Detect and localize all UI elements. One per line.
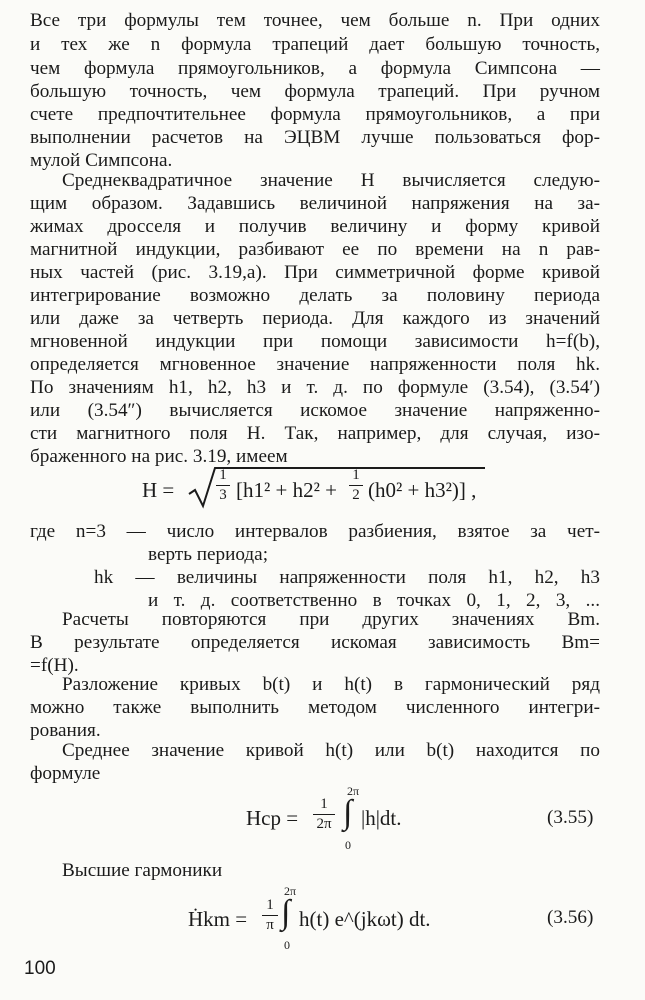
- lower-limit: 0: [345, 838, 351, 852]
- fraction-denominator: 2: [352, 487, 360, 503]
- fraction-numerator: 1: [266, 897, 274, 913]
- text-line: щим образом. Задавшись величиной напряжения на за-: [30, 193, 600, 214]
- text-line: интегрирование возможно делать за половину периода: [30, 285, 600, 306]
- lower-limit: 0: [284, 938, 290, 952]
- text-line: hk — величины напряженности поля h1, h2, h3: [94, 567, 600, 588]
- integrand: |h|dt.: [361, 806, 402, 830]
- text-line: можно также выполнить методом численного интегри-: [30, 697, 600, 718]
- text-line: Расчеты повторяются при других значениях Bm.: [62, 609, 600, 630]
- fraction-1-pi: [262, 897, 278, 934]
- text-line: определяется мгновенное значение напряженности поля hk.: [30, 354, 600, 375]
- fraction-1-2: [349, 467, 363, 504]
- equation-number: (3.55): [547, 807, 594, 828]
- text-line: мулой Симпсона.: [30, 150, 173, 171]
- paragraph-6: Высшие гармоники: [62, 860, 223, 881]
- text-line: формуле: [30, 763, 101, 784]
- text-line: жимах дросселя и получив величину и форму кривой: [30, 216, 600, 237]
- page-number: 100: [24, 958, 56, 979]
- fraction-1-3: [216, 467, 230, 504]
- text-line: где n=3 — число интервалов разбиения, взятое за чет-: [30, 521, 600, 542]
- text-line: и т. д. соответственно в точках 0, 1, 2, 3, ...: [148, 590, 600, 611]
- text-line: Разложение кривых b(t) и h(t) в гармонический ряд: [62, 674, 600, 695]
- upper-limit: 2π: [284, 884, 297, 898]
- text-line: =f(H).: [30, 655, 79, 676]
- text-line: верть периода;: [148, 544, 269, 565]
- text-line: По значениям h1, h2, h3 и т. д. по формуле (3.54), (3.54′): [30, 377, 600, 398]
- text-line: мгновенной индукции при помощи зависимости h=f(b),: [30, 331, 600, 352]
- text-line: большую точность, чем формула трапеций. При ручном: [30, 81, 600, 102]
- fraction-1-2pi: [313, 796, 335, 833]
- text-line: счете предпочтительнее формула прямоугольников, а при: [30, 104, 600, 125]
- fraction-denominator: 2π: [316, 816, 332, 832]
- text-line: Среднеквадратичное значение H вычисляется следую-: [62, 170, 600, 191]
- formula-lhs: Hср =: [246, 806, 299, 830]
- text-line: магнитной индукции, разбивают ее по времени на n рав-: [30, 239, 600, 260]
- fraction-numerator: 1: [219, 467, 227, 483]
- equation-number: (3.56): [547, 907, 594, 928]
- text-line: рования.: [30, 720, 101, 741]
- text-line: чем формула прямоугольников, а формула Симпсона —: [30, 58, 600, 79]
- fraction-numerator: 1: [352, 467, 360, 483]
- text-line: Все три формулы тем точнее, чем больше n. При одних: [30, 10, 600, 31]
- text-line: В результате определяется искомая зависимость Bm=: [30, 632, 600, 653]
- text-line: или даже за четверть периода. Для каждого из значений: [30, 308, 600, 329]
- integral-icon: ∫: [343, 794, 353, 831]
- integral-icon: ∫: [281, 894, 291, 931]
- text-line: сти магнитного поля H. Так, например, для случая, изо-: [30, 423, 600, 444]
- formula-body-1: [h1² + h2² +: [236, 478, 338, 502]
- upper-limit: 2π: [347, 784, 360, 798]
- fraction-denominator: 3: [219, 487, 227, 503]
- formula-body-2: (h0² + h3²)] ,: [368, 478, 477, 502]
- formula-lhs: Ḣkm =: [188, 907, 248, 931]
- text-line: и тех же n формула трапеций дает большую точность,: [30, 34, 600, 55]
- fraction-numerator: 1: [320, 796, 328, 812]
- text-line: ных частей (рис. 3.19,a). При симметричной форме кривой: [30, 262, 600, 283]
- fraction-denominator: π: [266, 917, 274, 933]
- integrand: h(t) e^(jkωt) dt.: [299, 907, 431, 931]
- text-line: браженного на рис. 3.19, имеем: [30, 446, 288, 467]
- text-line: или (3.54″) вычисляется искомое значение напряженно-: [30, 400, 600, 421]
- text-line: Среднее значение кривой h(t) или b(t) находится по: [62, 740, 600, 761]
- formula-lhs: H =: [142, 478, 175, 502]
- text-line: выполнении расчетов на ЭЦВМ лучше пользоваться фор-: [30, 127, 600, 148]
